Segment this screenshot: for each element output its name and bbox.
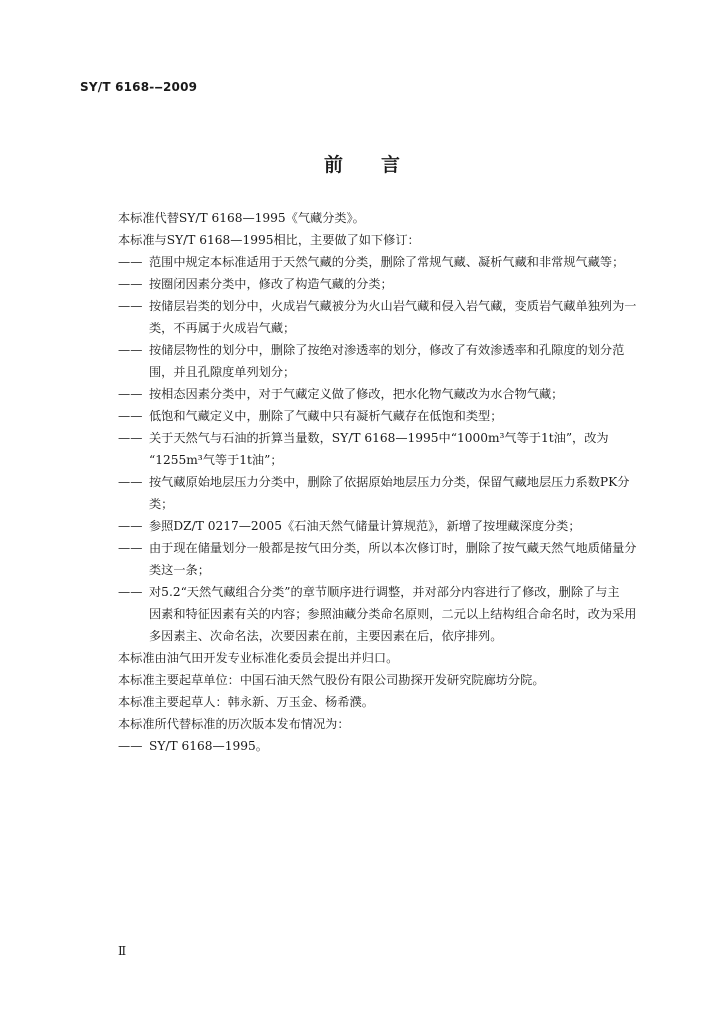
list-dash: —— <box>118 299 143 313</box>
list-item-text: 范围中规定本标准适用于天然气藏的分类，删除了常规气藏、凝析气藏和非常规气藏等； <box>149 255 625 269</box>
list-item <box>118 383 663 405</box>
list-item-text: SY/T 6168—1995。 <box>149 739 268 753</box>
list-item-text: 按相态因素分类中，对于气藏定义做了修改，把水化物气藏改为水合物气藏； <box>149 387 564 401</box>
list-dash: —— <box>118 475 143 489</box>
title-char-1: 前 <box>323 154 343 176</box>
list-item <box>118 273 663 295</box>
list-item-continuation: “1255m³气等于1t油”； <box>149 453 283 467</box>
list-dash: —— <box>118 585 143 599</box>
standard-code: SY/T 6168-‒2009 <box>80 80 198 94</box>
list-dash: —— <box>118 387 143 401</box>
list-item <box>118 251 663 273</box>
list-dash: —— <box>118 255 143 269</box>
list-dash: —— <box>118 739 143 753</box>
list-item-text: 对5.2“天然气藏组合分类”的章节顺序进行调整，并对部分内容进行了修改，删除了与主 <box>149 585 620 599</box>
list-item <box>118 339 663 383</box>
list-item <box>118 471 663 515</box>
foreword-body <box>118 207 663 757</box>
list-item-text: 参照DZ/T 0217—2005《石油天然气储量计算规范》，新增了按埋藏深度分类； <box>149 519 581 533</box>
list-item-continuation: 类这一条； <box>149 563 210 577</box>
list-item-text: 按储层物性的划分中，删除了按绝对渗透率的划分，修改了有效渗透率和孔隙度的划分范 <box>149 343 625 357</box>
list-item-continuation: 类； <box>149 497 174 511</box>
list-dash: —— <box>118 519 143 533</box>
page-title <box>0 150 724 177</box>
list-item-text: 由于现在储量划分一般都是按气田分类，所以本次修订时，删除了按气藏天然气地质储量分 <box>149 541 637 555</box>
list-item-continuation: 因素和特征因素有关的内容；参照油藏分类命名原则，二元以上结构组合命名时，改为采用 <box>149 607 637 621</box>
paragraph: 本标准代替SY/T 6168—1995《气藏分类》。 <box>118 211 365 225</box>
list-item-text: 按气藏原始地层压力分类中，删除了依据原始地层压力分类，保留气藏地层压力系数PK分 <box>149 475 630 489</box>
list-item <box>118 537 663 581</box>
list-item <box>118 581 663 647</box>
list-item-continuation: 围，并且孔隙度单列划分； <box>149 365 296 379</box>
list-item-text: 按储层岩类的划分中，火成岩气藏被分为火山岩气藏和侵入岩气藏，变质岩气藏单独列为一 <box>149 299 637 313</box>
title-char-2: 言 <box>381 154 401 176</box>
list-dash: —— <box>118 541 143 555</box>
paragraph: 本标准主要起草人：韩永新、万玉金、杨希濮。 <box>118 695 374 709</box>
list-dash: —— <box>118 343 143 357</box>
list-item-continuation: 类，不再属于火成岩气藏； <box>149 321 296 335</box>
list-dash: —— <box>118 409 143 423</box>
paragraph: 本标准与SY/T 6168—1995相比，主要做了如下修订： <box>118 233 420 247</box>
list-item <box>118 427 663 471</box>
list-item <box>118 735 663 757</box>
page-number: Ⅱ <box>118 944 127 958</box>
list-item-continuation: 多因素主、次命名法，次要因素在前，主要因素在后，依序排列。 <box>149 629 503 643</box>
list-item <box>118 295 663 339</box>
paragraph: 本标准由油气田开发专业标准化委员会提出并归口。 <box>118 651 399 665</box>
list-item-text: 低饱和气藏定义中，删除了气藏中只有凝析气藏存在低饱和类型； <box>149 409 503 423</box>
paragraph: 本标准主要起草单位：中国石油天然气股份有限公司勘探开发研究院廊坊分院。 <box>118 673 545 687</box>
list-item-text: 关于天然气与石油的折算当量数，SY/T 6168—1995中“1000m³气等于1t油”，改为 <box>149 431 609 445</box>
list-item-text: 按圈闭因素分类中，修改了构造气藏的分类； <box>149 277 393 291</box>
list-dash: —— <box>118 277 143 291</box>
list-item <box>118 515 663 537</box>
paragraph: 本标准所代替标准的历次版本发布情况为： <box>118 717 350 731</box>
list-dash: —— <box>118 431 143 445</box>
list-item <box>118 405 663 427</box>
